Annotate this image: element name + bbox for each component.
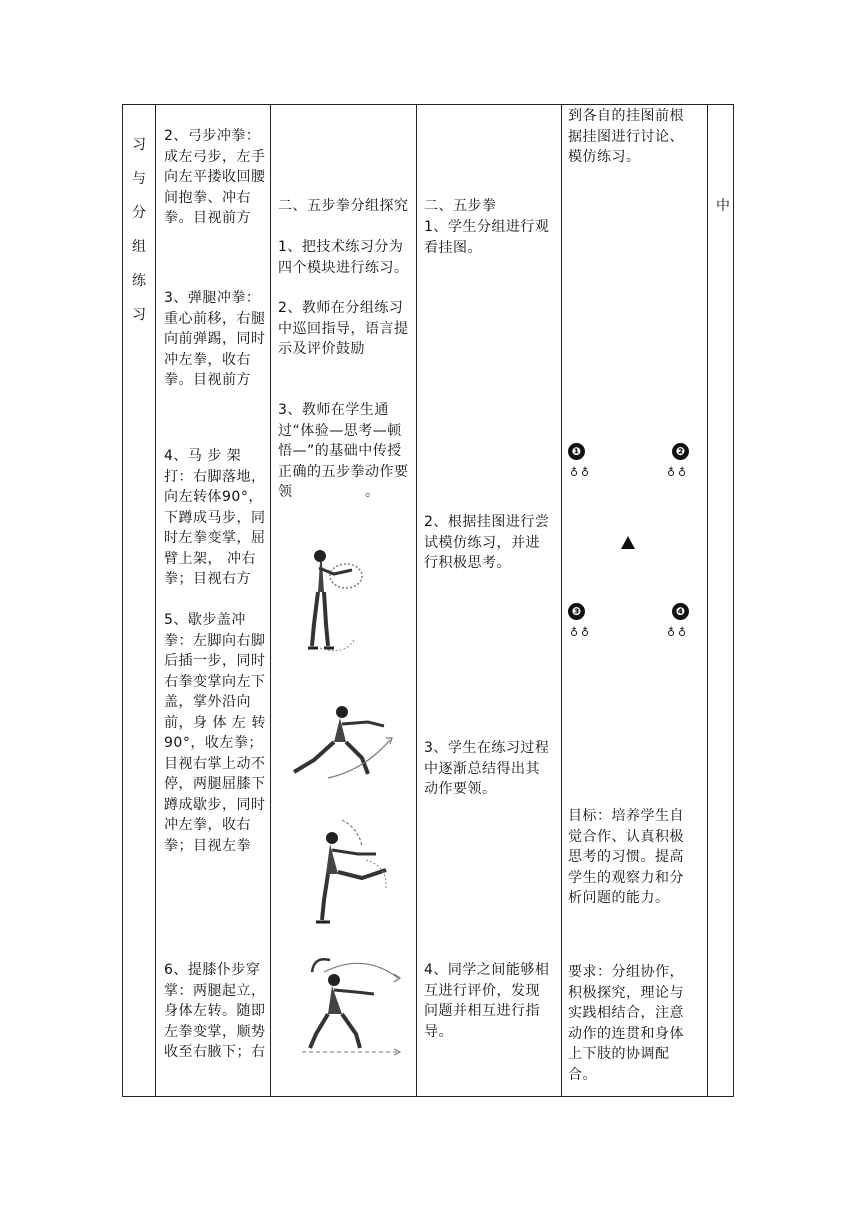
column-divider <box>707 104 708 1097</box>
student-section-heading: 二、五步拳 <box>424 198 497 214</box>
martial-arts-figure-2 <box>288 702 398 782</box>
student-item-1: 1、学生分组进行观看挂图。 <box>424 219 550 256</box>
step-6-text: 6、提膝仆步穿掌：两腿起立， 身体左转。随即左拳变掌，顺势收至右腋下；右 <box>164 962 266 1060</box>
goal-text: 目标：培养学生自觉合作、认真积极思考的习惯。提高学生的观察力和分析问题的能力。 <box>568 808 684 906</box>
table-top-border <box>122 104 734 105</box>
intensity-text: 中 <box>716 198 731 214</box>
column-divider <box>155 104 156 1097</box>
group-3-marker: ❸ <box>568 603 585 620</box>
student-item-4: 4、同学之间能够相互进行评价，发现问题并相互进行指导。 <box>424 962 550 1040</box>
group-1-marker: ❶ <box>568 443 585 460</box>
teacher-section-heading: 二、五步拳分组探究 <box>278 198 409 214</box>
table-bottom-border <box>122 1096 734 1097</box>
lesson-plan-table <box>122 104 734 1097</box>
teacher-item-1: 1、把技术练习分为四个模块进行练习。 <box>278 239 409 276</box>
student-item-2: 2、根据挂图进行尝试模仿练习，并进行积极思考。 <box>424 514 550 571</box>
column-divider <box>416 104 417 1097</box>
column-divider <box>561 104 562 1097</box>
group-4-marker: ❹ <box>672 603 689 620</box>
martial-arts-figure-4 <box>294 954 414 1059</box>
student-item-3: 3、学生在练习过程中逐渐总结得出其动作要领。 <box>424 740 550 797</box>
group-2-students: ♁♁ <box>667 466 690 479</box>
group-4-students: ♁♁ <box>667 626 690 639</box>
martial-arts-figure-1 <box>294 544 384 654</box>
group-3-students: ♁♁ <box>570 626 593 639</box>
teacher-item-2: 2、教师在分组练习中巡回指导，语言提示及评价鼓励 <box>278 300 409 357</box>
group-1-students: ♁♁ <box>570 466 593 479</box>
group-2-marker: ❷ <box>672 443 689 460</box>
section-vertical-label: 习与分组练习 <box>132 137 147 323</box>
teacher-position-triangle <box>621 536 635 549</box>
step-4-text: 4、马 步 架 打：右脚落地，向左转体90°，下蹲成马步，同时左拳变掌，屈臂上架， 冲右拳；目视右方 <box>164 448 266 587</box>
step-2-text: 2、弓步冲拳：成左弓步，左手向左平搂收回腰间抱拳、冲右拳。目视前方 <box>164 128 266 226</box>
step-3-text: 3、弹腿冲拳：重心前移，右腿向前弹踢，同时冲左拳，收右拳。目视前方 <box>164 290 266 388</box>
column-divider <box>270 104 271 1097</box>
organization-top-text: 到各自的挂图前根据挂图进行讨论、模仿练习。 <box>568 108 684 165</box>
teacher-item-3: 3、教师在学生通过“体验—思考—顿悟—”的基础中传授正确的五步拳动作要领 。 <box>278 402 409 500</box>
requirement-text: 要求：分组协作，积极探究，理论与实践相结合，注意动作的连贯和身体上下肢的协调配合。 <box>568 964 684 1083</box>
step-5-text: 5、歇步盖冲拳：左脚向右脚后插一步，同时右拳变掌向左下盖，掌外沿向前，身 体 左 转90°，收左拳；目视右掌上动不停，两腿屈膝下蹲成歇步，同时冲左拳，收右拳；目视左拳 <box>164 612 266 854</box>
column-divider <box>733 104 734 1097</box>
column-divider <box>122 104 123 1097</box>
martial-arts-figure-3 <box>302 816 402 926</box>
